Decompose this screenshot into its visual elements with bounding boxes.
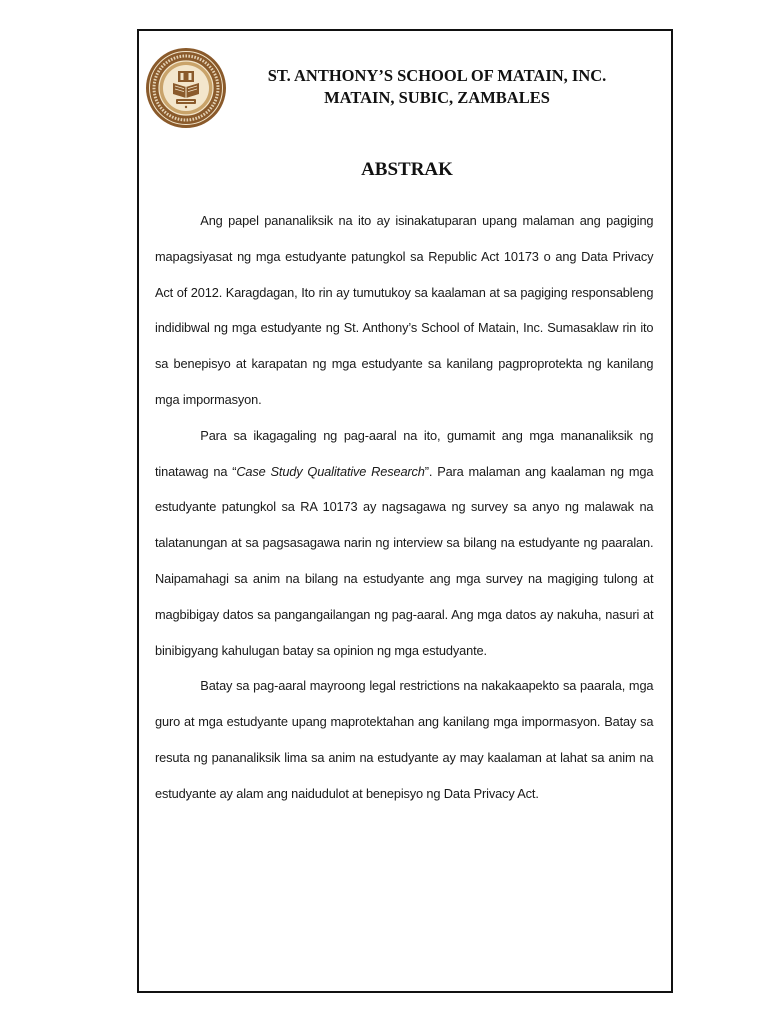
- school-header: [229, 65, 645, 109]
- paragraph-1: Ang papel pananaliksik na ito ay isinakatuparan upang malaman ang pagiging mapagsiyasat ng mga estudyante patungkol sa Republic Act 10173 o ang Data Privacy Act of 2012. Karagdagan, Ito rin ay tumutukoy sa kaalaman at sa pagiging responsableng indidibwal ng mga estudyante ng St. Anthony’s School of Matain, Inc. Sumasaklaw rin ito sa benepisyo at karapatan ng mga estudyante sa kanilang pagproprotekta ng kanilang mga impormasyon.: [155, 213, 654, 407]
- school-name: ST. ANTHONY’S SCHOOL OF MATAIN, INC.: [267, 66, 607, 85]
- paragraph-3: Batay sa pag-aaral mayroong legal restrictions na nakakaapekto sa paarala, mga guro at mga estudyante upang maprotektahan ang kanilang mga impormasyon. Batay sa resuta ng pananaliksik lima sa anim na estudyante ay may kaalaman at lahat sa anim na estudyante ay alam ang naidudulot at benepisyo ng Data Privacy Act.: [155, 678, 654, 801]
- document-page: [137, 29, 673, 993]
- paragraph-2: [155, 418, 653, 669]
- page-title: ABSTRAK: [361, 159, 453, 180]
- school-seal-icon: [145, 47, 227, 129]
- paragraph-2-text-after: ”. Para malaman ang kaalaman ng mga estudyante patungkol sa RA 10173 ay nagsagawa ng survey sa anyo ng malawak na talatanungan at sa pagsasagawa narin ng interview sa bilang na estudyante ng paaralan. Naipamahagi sa anim na bilang na estudyante ang mga survey na magiging tulong at magbibigay datos sa pangangailangan ng pag-aaral. Ang mga datos ay nakuha, nasuri at binibigyang kahulugan batay sa opinion ng mga estudyante.: [155, 463, 654, 658]
- paragraph-2-italic-term: Case Study Qualitative Research: [236, 463, 425, 479]
- school-address: MATAIN, SUBIC, ZAMBALES: [324, 88, 550, 107]
- paragraph-2-text-before: Para sa ikagagaling ng pag-aaral na ito, gumamit ang mga mananaliksik ng tinatawag na “: [155, 427, 654, 479]
- abstract-body: [155, 203, 653, 812]
